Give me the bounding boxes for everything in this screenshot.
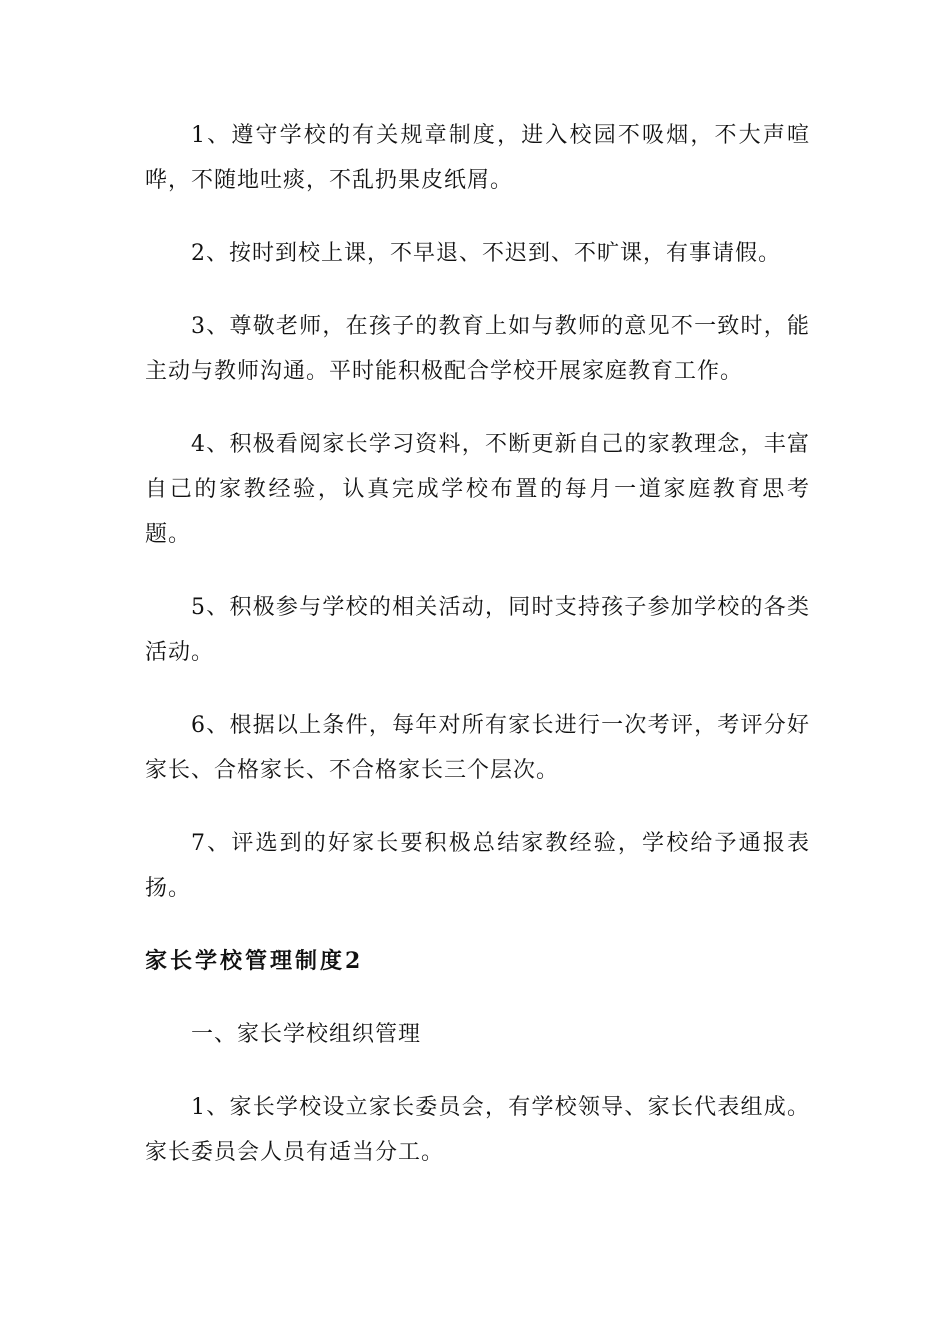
rule-paragraph-6: 6、根据以上条件，每年对所有家长进行一次考评，考评分好家长、合格家长、不合格家长三个层次。 <box>145 713 810 783</box>
rule-paragraph-4: 4、积极看阅家长学习资料，不断更新自己的家教理念，丰富自己的家教经验，认真完成学校布置的每月一道家庭教育思考题。 <box>145 432 810 547</box>
rule-paragraph-3: 3、尊敬老师，在孩子的教育上如与教师的意见不一致时，能主动与教师沟通。平时能积极配合学校开展家庭教育工作。 <box>145 314 810 384</box>
rule-paragraph-5: 5、积极参与学校的相关活动，同时支持孩子参加学校的各类活动。 <box>145 595 810 665</box>
section-title: 家长学校管理制度2 <box>145 948 364 974</box>
section-subheading: 一、家长学校组织管理 <box>191 1022 422 1047</box>
rule-paragraph-2: 2、按时到校上课，不早退、不迟到、不旷课，有事请假。 <box>191 241 781 266</box>
section-paragraph-1: 1、家长学校设立家长委员会，有学校领导、家长代表组成。家长委员会人员有适当分工。 <box>145 1095 810 1165</box>
rule-paragraph-1: 1、遵守学校的有关规章制度，进入校园不吸烟，不大声喧哗，不随地吐痰，不乱扔果皮纸屑。 <box>145 123 810 193</box>
rule-paragraph-7: 7、评选到的好家长要积极总结家教经验，学校给予通报表扬。 <box>145 831 810 901</box>
document-page <box>145 113 810 1203</box>
